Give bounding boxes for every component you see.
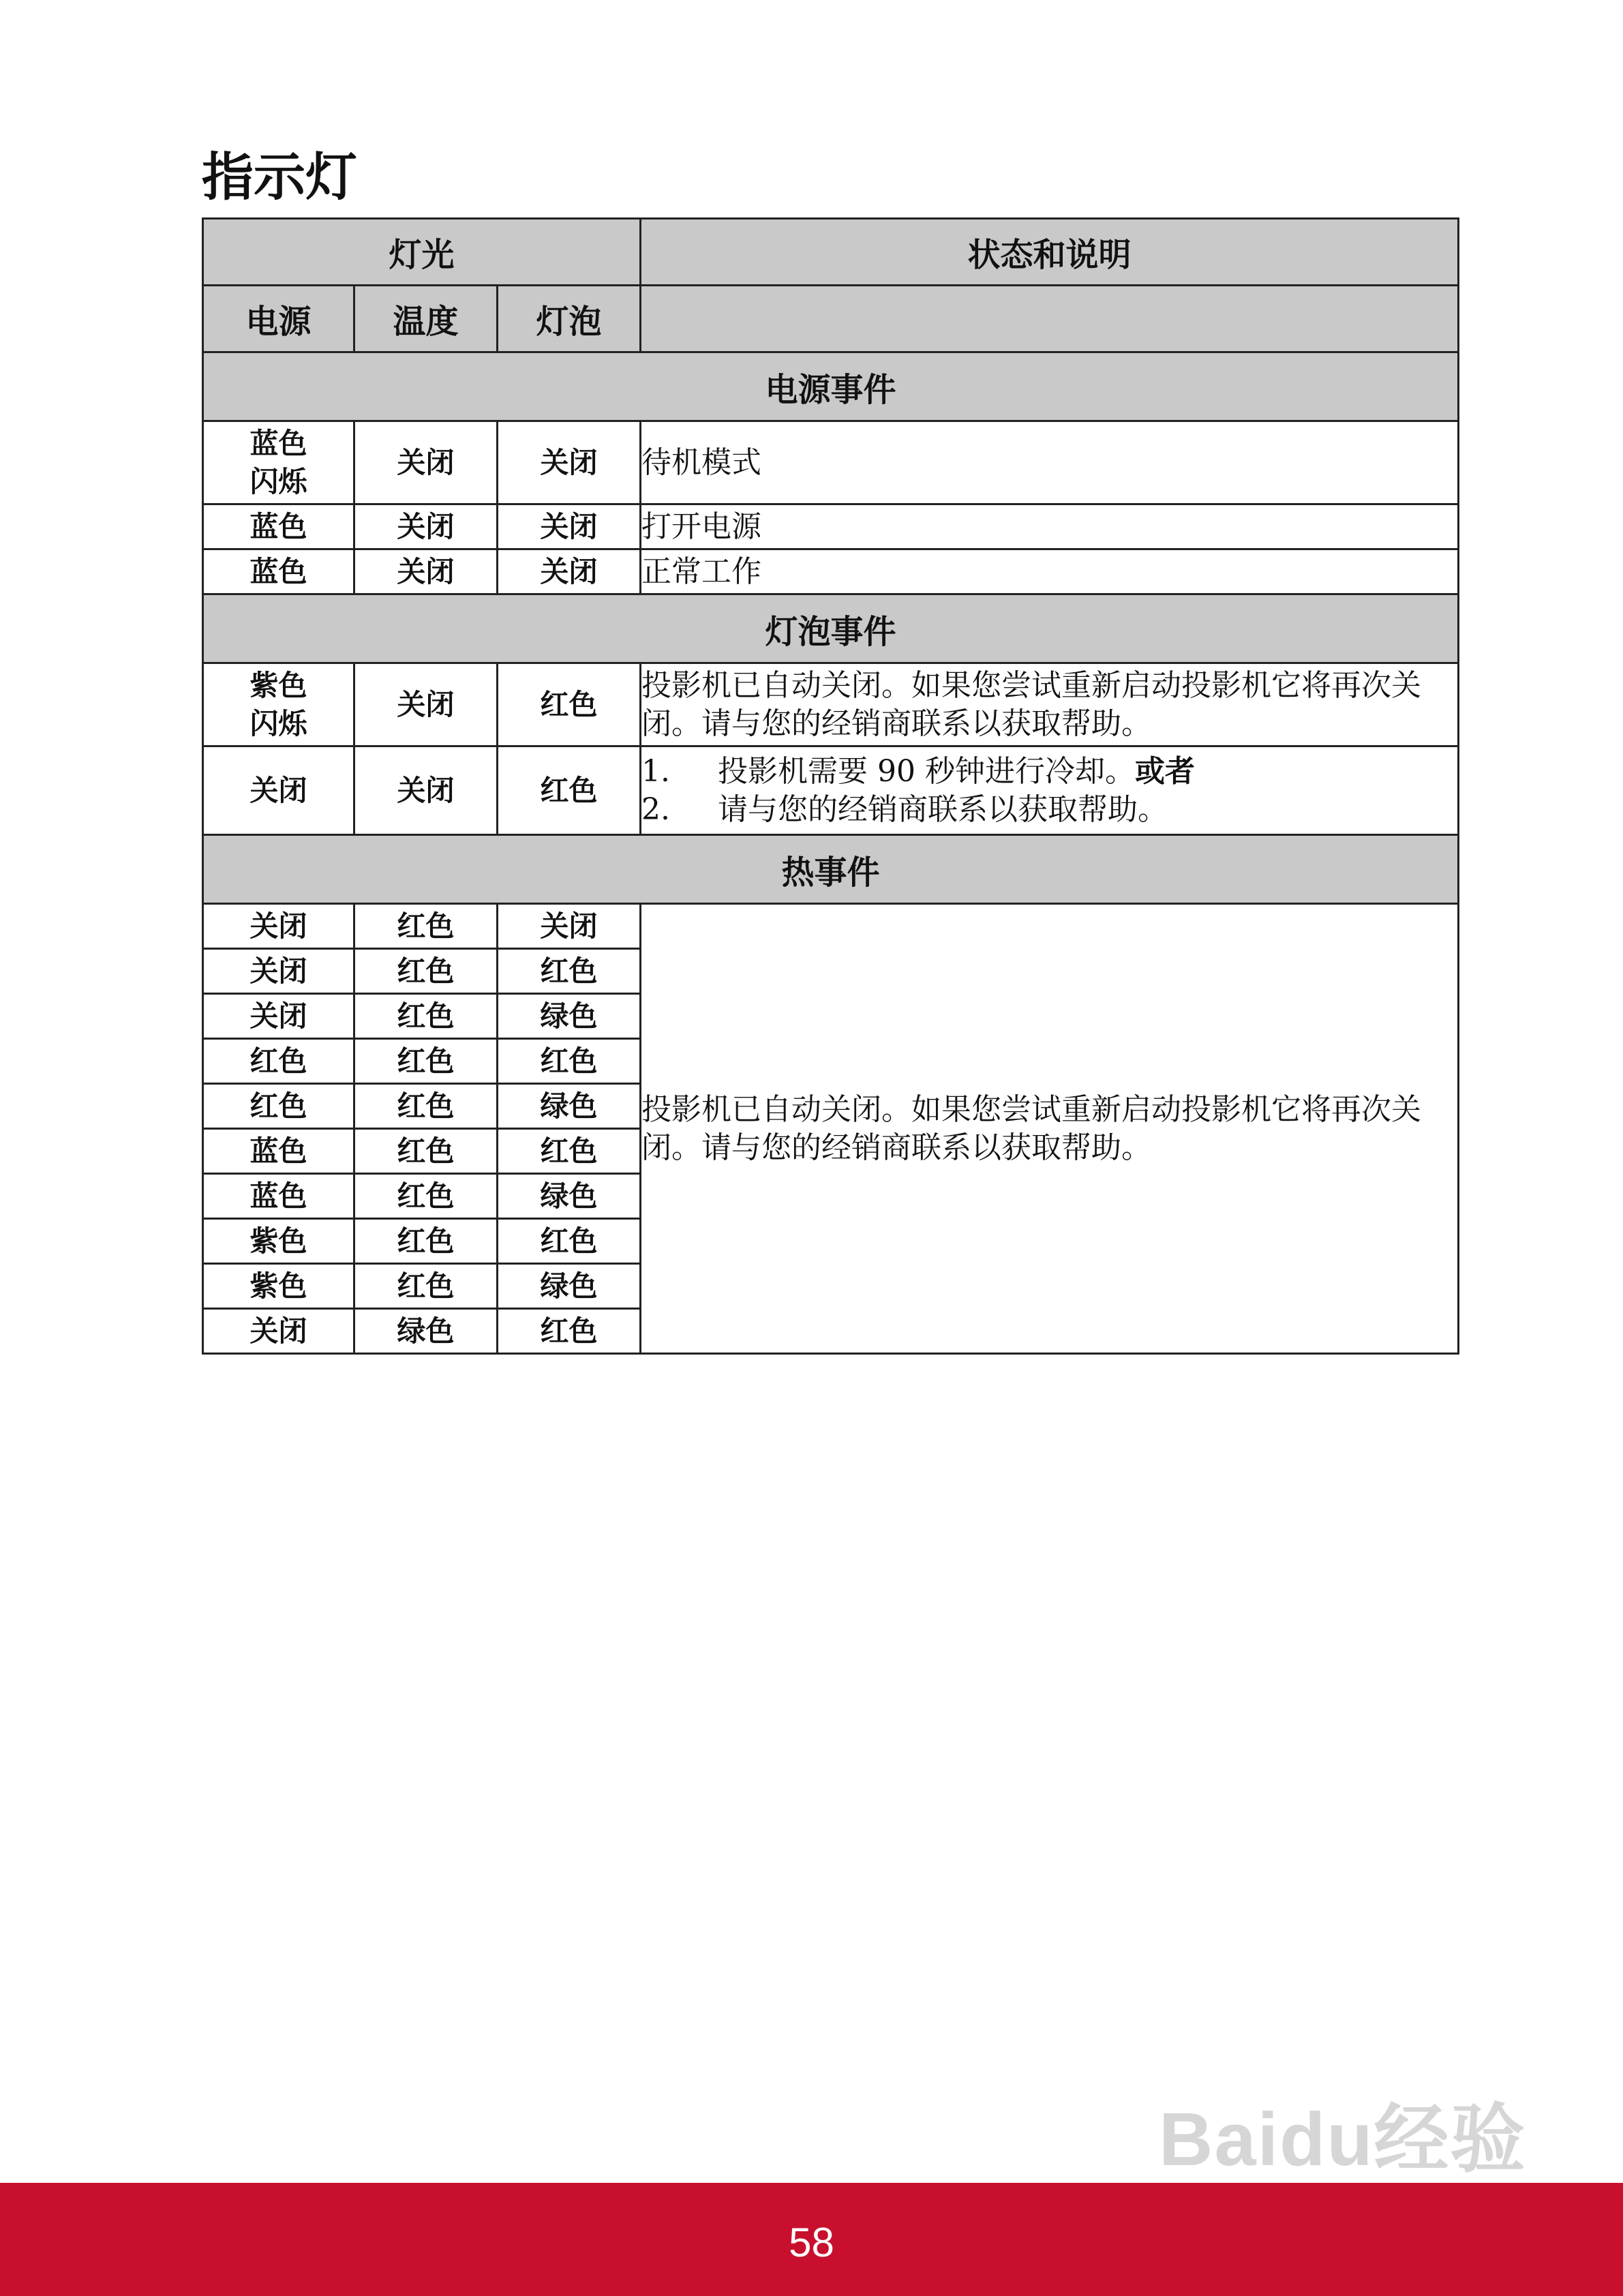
subheader-lamp: 灯泡 — [498, 286, 641, 352]
subheader-blank — [641, 286, 1459, 352]
header-lights: 灯光 — [203, 219, 641, 286]
temp-light-cell: 关闭 — [354, 504, 498, 549]
step-number: 2. — [641, 791, 670, 827]
power-light-cell: 关闭 — [203, 949, 354, 994]
lamp-light-cell: 红色 — [498, 746, 641, 835]
temp-light-cell: 红色 — [354, 1084, 498, 1129]
temp-light-cell: 红色 — [354, 904, 498, 949]
power-light-cell: 紫色 — [203, 1219, 354, 1264]
table-row — [203, 904, 1459, 949]
lamp-light-cell: 关闭 — [498, 904, 641, 949]
temp-light-cell: 红色 — [354, 1219, 498, 1264]
table-row — [203, 549, 1459, 594]
step-number: 1. — [641, 753, 670, 789]
section-thermal-events-label: 热事件 — [203, 835, 1459, 904]
section-lamp-events — [203, 594, 1459, 663]
step-item — [641, 791, 1457, 829]
power-light-cell: 紫色 闪烁 — [203, 663, 354, 746]
power-light-cell: 蓝色 — [203, 504, 354, 549]
baidu-logo: Baidu经验 — [1159, 2098, 1527, 2181]
temp-light-cell: 红色 — [354, 949, 498, 994]
lamp-light-cell: 绿色 — [498, 1084, 641, 1129]
lamp-light-cell: 关闭 — [498, 504, 641, 549]
power-light-cell: 蓝色 — [203, 549, 354, 594]
lamp-light-cell: 红色 — [498, 1039, 641, 1084]
section-power-events — [203, 352, 1459, 421]
thermal-status-description: 投影机已自动关闭。如果您尝试重新启动投影机它将再次关闭。请与您的经销商联系以获取帮助。 — [641, 904, 1459, 1354]
power-light-cell: 关闭 — [203, 1309, 354, 1354]
table-row — [203, 504, 1459, 549]
indicator-table — [202, 217, 1459, 1355]
lamp-light-cell: 关闭 — [498, 549, 641, 594]
temp-light-cell: 红色 — [354, 1039, 498, 1084]
temp-light-cell: 绿色 — [354, 1309, 498, 1354]
status-description: 待机模式 — [641, 421, 1459, 504]
status-steps — [641, 746, 1459, 835]
lamp-light-cell: 红色 — [498, 1309, 641, 1354]
lamp-light-cell: 关闭 — [498, 421, 641, 504]
lamp-light-cell: 红色 — [498, 949, 641, 994]
power-light-cell: 紫色 — [203, 1264, 354, 1309]
section-power-events-label: 电源事件 — [203, 352, 1459, 421]
header-status-description: 状态和说明 — [641, 219, 1459, 286]
lamp-light-cell: 绿色 — [498, 1264, 641, 1309]
power-light-cell: 红色 — [203, 1039, 354, 1084]
section-lamp-events-label: 灯泡事件 — [203, 594, 1459, 663]
step-text: 请与您的经销商联系以获取帮助。 — [718, 791, 1168, 827]
table-row — [203, 663, 1459, 746]
step-text: 投影机需要 90 秒钟进行冷却。 — [718, 753, 1135, 789]
page-title: 指示灯 — [202, 147, 357, 207]
step-bold-suffix: 或者 — [1134, 753, 1195, 789]
section-thermal-events — [203, 835, 1459, 904]
power-light-cell: 关闭 — [203, 746, 354, 835]
status-description: 打开电源 — [641, 504, 1459, 549]
power-light-cell: 关闭 — [203, 904, 354, 949]
power-light-cell: 红色 — [203, 1084, 354, 1129]
temp-light-cell: 红色 — [354, 1264, 498, 1309]
temp-light-cell: 关闭 — [354, 663, 498, 746]
lamp-light-cell: 红色 — [498, 1219, 641, 1264]
lamp-light-cell: 红色 — [498, 1129, 641, 1174]
table-header-row — [203, 219, 1459, 286]
table-row — [203, 746, 1459, 835]
status-description: 投影机已自动关闭。如果您尝试重新启动投影机它将再次关闭。请与您的经销商联系以获取帮助。 — [641, 663, 1459, 746]
lamp-light-cell: 绿色 — [498, 994, 641, 1039]
subheader-power: 电源 — [203, 286, 354, 352]
lamp-light-cell: 红色 — [498, 663, 641, 746]
temp-light-cell: 红色 — [354, 1174, 498, 1219]
temp-light-cell: 红色 — [354, 994, 498, 1039]
temp-light-cell: 关闭 — [354, 549, 498, 594]
power-light-cell: 蓝色 — [203, 1129, 354, 1174]
status-description: 正常工作 — [641, 549, 1459, 594]
table-subheader-row — [203, 286, 1459, 352]
temp-light-cell: 关闭 — [354, 421, 498, 504]
subheader-temperature: 温度 — [354, 286, 498, 352]
table-row — [203, 421, 1459, 504]
page-number: 58 — [789, 2220, 834, 2265]
power-light-cell: 蓝色 闪烁 — [203, 421, 354, 504]
lamp-light-cell: 绿色 — [498, 1174, 641, 1219]
power-light-cell: 蓝色 — [203, 1174, 354, 1219]
step-item — [641, 753, 1457, 791]
power-light-cell: 关闭 — [203, 994, 354, 1039]
temp-light-cell: 红色 — [354, 1129, 498, 1174]
temp-light-cell: 关闭 — [354, 746, 498, 835]
